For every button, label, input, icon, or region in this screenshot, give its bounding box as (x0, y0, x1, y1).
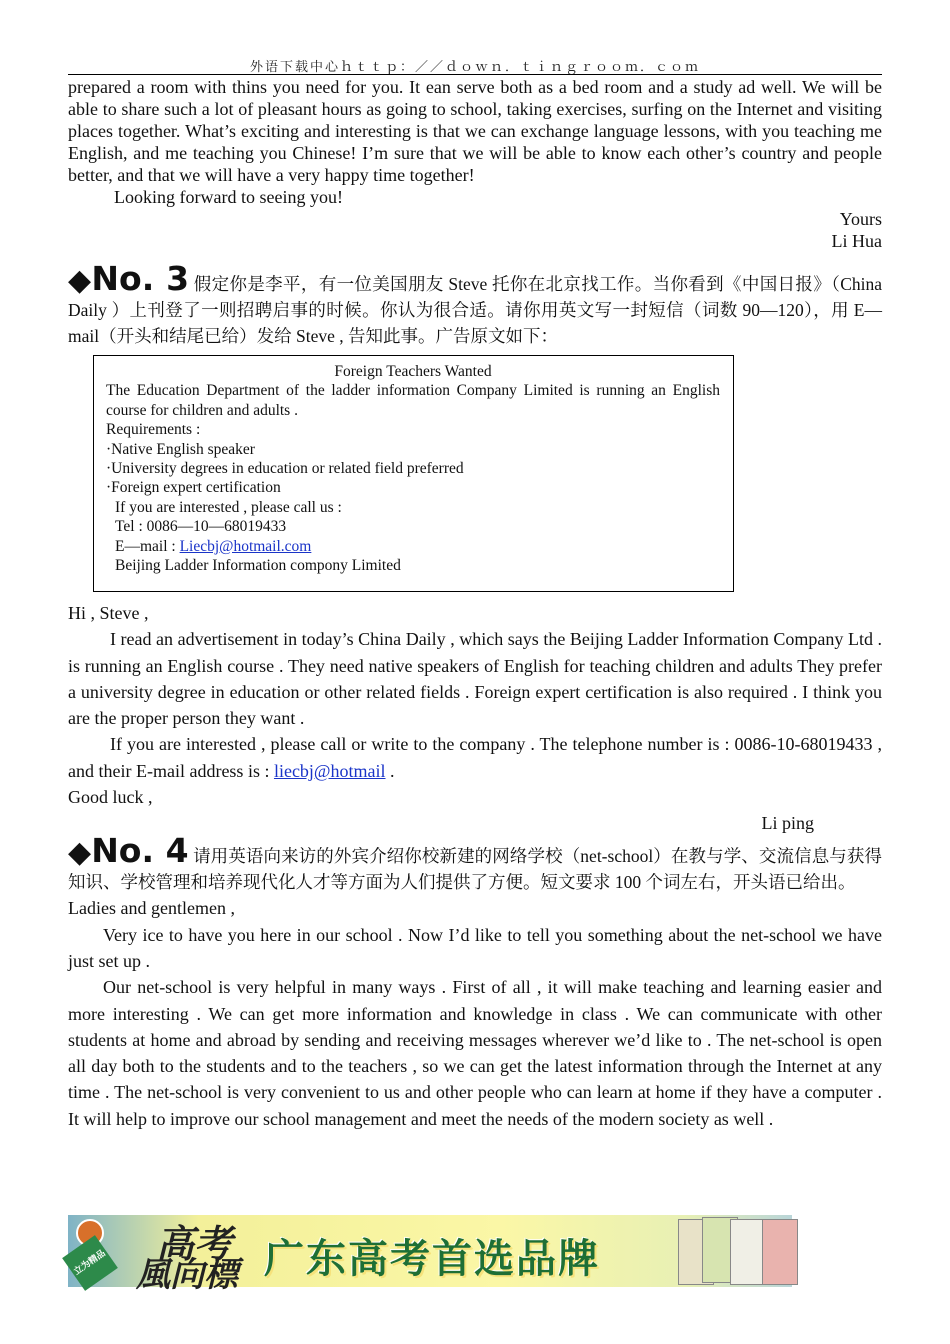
no3-label: No. 3 (91, 259, 190, 298)
no3-prompt: 假定你是李平，有一位美国朋友 Steve 托你在北京找工作。当你看到《中国日报》（China Daily ）上刊登了一则招聘启事的时候。你认为很合适。请你用英文写一封短信（词数 90—120），用 E—mail（开头和结尾已给）发给 Steve , 告知此事。广告原文如下： (68, 274, 882, 346)
ad-contact: If you are interested , please call us : (115, 498, 342, 516)
header-rule (68, 74, 882, 75)
ad-email-link[interactable]: Liecbj@hotmail.com (179, 537, 312, 555)
ad-requirements-heading: Requirements : (106, 421, 201, 439)
letter1-closing: Looking forward to seeing you! (114, 187, 343, 207)
page-header: 外语下载中心ｈｔｔｐ：／／ｄｏｗｎ．ｔｉｎｇｒｏｏｍ．ｃｏｍ (249, 59, 700, 74)
no3-para2-end: . (385, 760, 395, 781)
ad-requirement-3: ·Foreign expert certification (106, 479, 281, 497)
ad-requirement-2: ·University degrees in education or related field preferred (106, 460, 464, 478)
brand-line1: 高考 (156, 1221, 233, 1266)
ad-company: Beijing Ladder Information compony Limited (115, 557, 401, 575)
no4-prompt-block (68, 831, 883, 895)
brand-line2: 風向標 (136, 1255, 238, 1295)
no3-prompt-block (68, 259, 882, 349)
no3-para2-text: If you are interested , please call or write to the company . The telephone number is : 0086-10-68019433 , and their E-mail address is : (68, 734, 882, 781)
ad-requirement-1: ·Native English speaker (106, 440, 255, 458)
no3-greeting: Hi , Steve , (68, 603, 149, 623)
book-covers-image (672, 1215, 792, 1287)
diamond-icon: ◆ (68, 835, 92, 871)
book-cover-3 (730, 1219, 766, 1285)
ad-banner[interactable] (68, 1215, 792, 1306)
letter1-signature: Li Hua (831, 231, 882, 251)
no3-closing: Good luck , (68, 787, 153, 808)
advertisement-box (93, 355, 734, 592)
no4-para1: Very ice to have you here in our school . Now I’d like to tell you something about the net-school we have just set up . (68, 924, 882, 971)
ad-tel: Tel : 0086—10—68019433 (115, 518, 287, 536)
no3-para1: I read an advertisement in today’s China Daily , which says the Beijing Ladder Information Company Ltd . is running an English course . They need native speakers of English for teaching children and adults They prefer a university degree in education or other related fields . Foreign expert certification is also required . I think you are the proper person they want . (68, 629, 882, 729)
no4-label: No. 4 (91, 831, 189, 871)
ad-email-line (106, 537, 720, 556)
no3-para2 (68, 731, 882, 784)
document-content (68, 76, 882, 1132)
no4-para2: Our net-school is very helpful in many ways . First of all , it will make teaching and learning easier and more interesting . We can get more information and knowledge in class . We can communicate with other students at home and abroad by sending and receiving messages wherever we’d like to . The net-school is open all day both to the students and to the teachers , so we can get the latest information through the Internet at any time . The net-school is very convenient to us and other people who can learn at home if they have a computer . It will help to improve our school management and meet the needs of the modern society as well . (68, 977, 882, 1129)
letter1-body: prepared a room with thins you need for you. It ean serve both as a bed room and a study ad well. We will be able to share such a lot of pleasant hours as going to school, taking exercises, surfing on the Internet and visiting places together. What’s exciting and interesting is that we can exchange language lessons, with you teaching me English, and me teaching you Chinese! I’m sure that we will be able to know each other’s country and people better, and that we will have a very happy time together! (68, 77, 882, 185)
book-cover-4 (762, 1219, 798, 1285)
no4-prompt: 请用英语向来访的外宾介绍你校新建的网络学校（net-school）在教与学、交流信息与获得知识、学校管理和培养现代化人才等方面为人们提供了方便。短文要求 100 个词左右，开头语已给出。 (68, 846, 883, 893)
publisher-label: 立为精品图书 (62, 1235, 118, 1291)
diamond-icon: ◆ (68, 263, 92, 298)
ad-intro: The Education Department of the ladder information Company Limited is running an English course for children and adults . (106, 382, 720, 419)
letter1-signoff: Yours (839, 209, 882, 229)
no4-greeting: Ladies and gentlemen , (68, 898, 235, 919)
banner-slogan: 广东高考首选品牌 (264, 1236, 600, 1282)
ad-email-label: E—mail : (115, 537, 180, 555)
no3-signature: Li ping (761, 813, 814, 834)
no3-email-link[interactable]: liecbj@hotmail (273, 760, 386, 781)
ad-title: Foreign Teachers Wanted (334, 363, 492, 380)
